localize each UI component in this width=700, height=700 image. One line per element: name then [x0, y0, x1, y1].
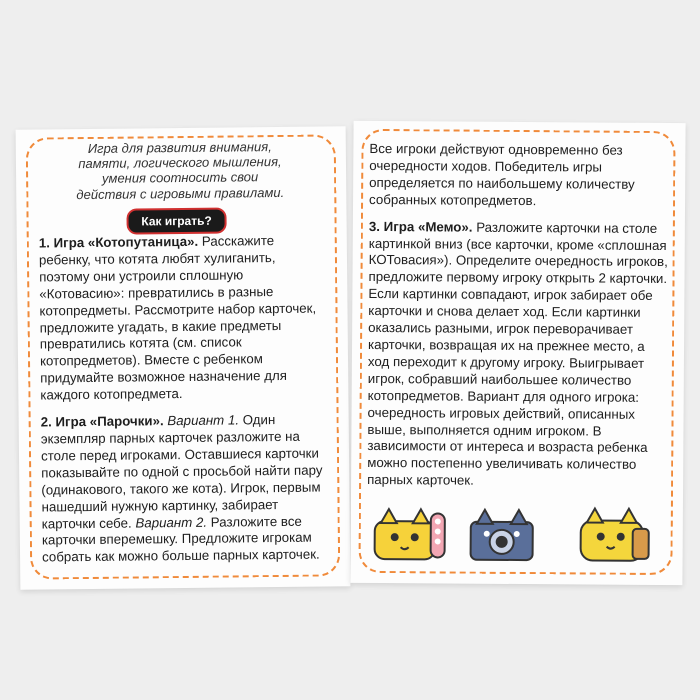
intro-line: Игра для развития внимания,	[87, 139, 272, 156]
game1-paragraph	[39, 233, 323, 405]
left-body	[39, 233, 325, 577]
game2-variant2-text: Разложите все карточки вперемешку. Предложите игрокам собрать как можно больше парных карточек.	[41, 513, 320, 565]
game3-text: Разложите карточки на столе картинкой вниз (все карточки, кроме «сплошная КОТовасия»). Определите очередность игроков, предложите первому игроку открыть 2 карточки. Если картинки совпадают, игрок забирает обе карточки и снова делает ход. Если картинки оказались разными, игрок переворачивает карточки, возвращая их на прежнее место, а ход переходит к другому игроку. Выигрывает игрок, собравший наибольшее количество котопредметов. Вариант для одного игрока: очередность игровых действий, описанных выше, выполняется одним игроком. В зависимости от интереса и возраста ребенка можно постепенно увеличивать количество парных карточек.	[367, 219, 668, 488]
continued-paragraph: Все игроки действуют одновременно без очередности ходов. Победитель игры определяется по наибольшему количеству собранных котопредметов.	[369, 140, 635, 208]
game2-variant1-label: Вариант 1.	[167, 412, 240, 429]
badge-label: Как играть?	[141, 213, 212, 229]
game2-variant2-label: Вариант 2.	[135, 514, 208, 531]
right-body	[367, 141, 669, 501]
game2-variant1-text: Один экземпляр парных карточек разложите на столе перед игроками. Оставшиеся карточки показывайте по одной с просьбой найти пару (одинакового, такого же кота). Игрок, первым нашедший нужную картинку, забирает карточки себе.	[40, 412, 323, 531]
game1-text: Расскажите ребенку, что котята любят хулиганить, поэтому они устроили сплошную «Котовасию»: превратились в разные котопредметы. Рассмотрите набор карточек, предложите угадать, в какие предметы превратились котята (см. список котопредметов). Вместе с ребенком придумайте возможное назначение для каждого котопредмета.	[38, 233, 317, 403]
cat-telephone-icon	[375, 509, 445, 559]
cat-backpack-icon	[581, 508, 649, 560]
game3-title: 3. Игра «Мемо».	[368, 218, 473, 235]
game2-title: 2. Игра «Парочки».	[40, 413, 164, 430]
game2-paragraph	[41, 412, 325, 567]
cat-camera-icon	[471, 510, 533, 560]
right-page	[350, 121, 685, 585]
intro-line: действия с игровыми правилами.	[76, 184, 285, 202]
game3-paragraph	[367, 219, 669, 492]
intro-line: умения соотносить свои	[101, 169, 259, 187]
left-page	[16, 126, 351, 589]
how-to-play-badge	[126, 208, 226, 235]
cat-illustrations	[371, 503, 661, 563]
game1-title: 1. Игра «Котопутаница».	[38, 233, 199, 251]
intro-text	[36, 139, 325, 203]
intro-line: памяти, логического мышления,	[78, 154, 282, 172]
